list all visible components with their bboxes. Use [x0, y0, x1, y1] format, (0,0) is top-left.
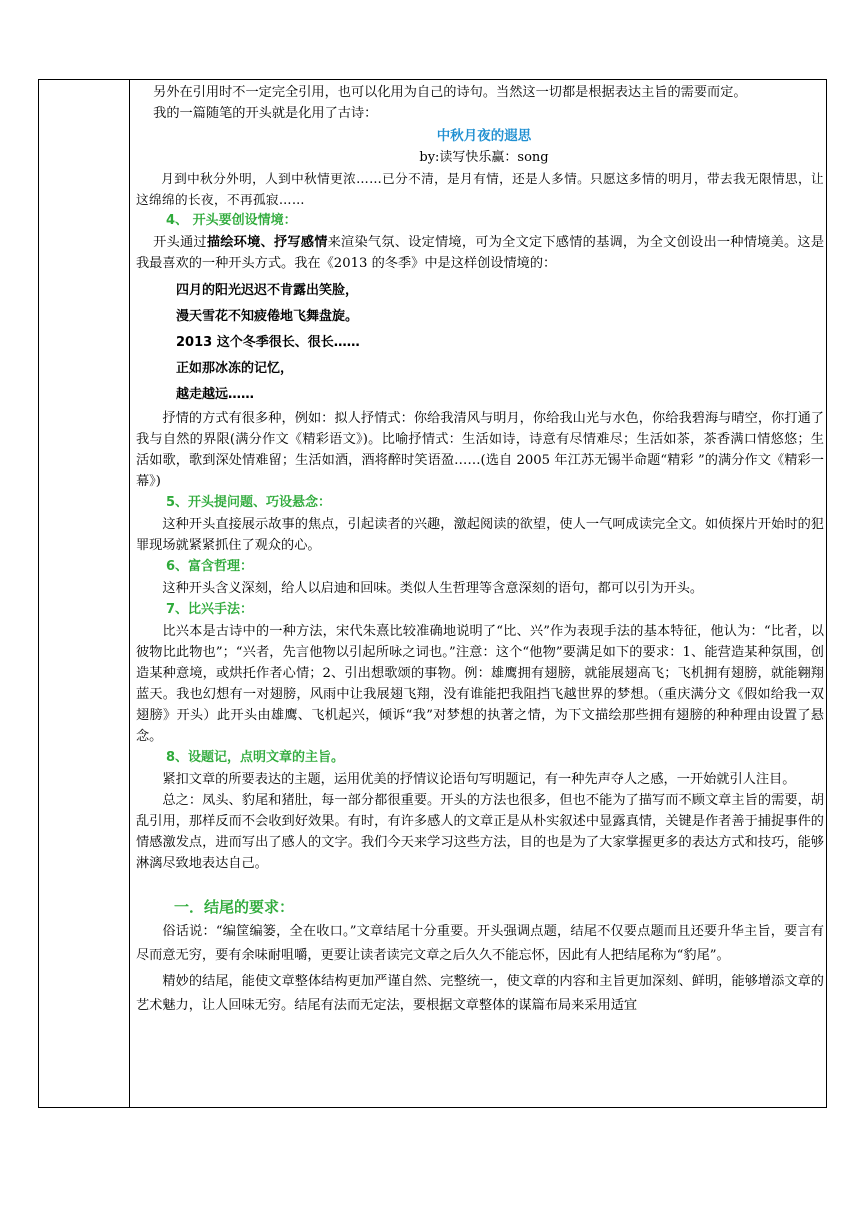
text-run: 开头通过: [153, 235, 207, 250]
poem-line: 正如那冰冻的记忆，: [176, 361, 294, 376]
section-heading: 8、设题记，点明文章的主旨。: [166, 750, 345, 765]
table-column-divider: [129, 79, 130, 1108]
text-run: 来渲染气氛、设定情境，可为全文定下感情的基调，为全文创设出一种情境美。这是我最喜欢的一种开头方式。我在《2013 的冬季》中是这样创设情境的：: [136, 235, 825, 271]
section-heading: 4、 开头要创设情境：: [166, 213, 297, 228]
poem-line: 漫天雪花不知疲倦地飞舞盘旋。: [176, 309, 359, 324]
paragraph: 我的一篇随笔的开头就是化用了古诗：: [153, 106, 378, 121]
paragraph: 精妙的结尾，能使文章整体结构更加严谨自然、完整统一，使文章的内容和主旨更加深刻、鲜明，能够增添文章的艺术魅力，让人回味无穷。结尾有法而无定法，要根据文章整体的谋篇布局来采用适宜: [136, 974, 824, 1013]
paragraph: 紧扣文章的所要表达的主题，运用优美的抒情议论语句写明题记，有一种先声夺人之感，一开始就引人注目。: [162, 772, 796, 787]
poem-line: 越走越远……: [176, 387, 255, 402]
document-content: [136, 82, 824, 1018]
paragraph: 俗话说：“编筐编篓，全在收口。”文章结尾十分重要。开头强调点题，结尾不仅要点题而且还要升华主旨，要言有尽而意无穷，要有余味耐咀嚼，更要让读者读完文章之后久久不能忘怀，因此有人把结尾称为“豹尾”。: [136, 924, 824, 963]
section-heading: 7、比兴手法：: [166, 602, 254, 617]
section-heading: 6、富含哲理：: [166, 559, 254, 574]
paragraph: 总之：凤头、豹尾和猪肚，每一部分都很重要。开头的方法也很多，但也不能为了描写而不顾文章主旨的需要，胡乱引用，那样反而不会收到好效果。有时，有许多感人的文章正是从朴实叙述中显露真情，关键是作者善于捕捉事件的情感激发点，进而写出了感人的文字。我们今天来学习这些方法，目的也是为了大家掌握更多的表达方式和技巧，能够淋漓尽致地表达自己。: [136, 793, 824, 871]
main-heading: 一．结尾的要求：: [174, 898, 295, 916]
paragraph: 另外在引用时不一定完全引用，也可以化用为自己的诗句。当然这一切都是根据表达主旨的需要而定。: [153, 85, 747, 100]
poem-line: 四月的阳光迟迟不肯露出笑脸，: [176, 283, 359, 298]
paragraph: [136, 232, 824, 274]
paragraph: 这种开头含义深刻，给人以启迪和回味。类似人生哲理等含意深刻的语句，都可以引为开头。: [162, 581, 704, 596]
paragraph: 比兴本是古诗中的一种方法，宋代朱熹比较准确地说明了“比、兴”作为表现手法的基本特征，他认为：“比者，以彼物比此物也”；“兴者，先言他物以引起所咏之词也。”注意：这个“他物”要满足如下的要求：1、能营造某种氛围，创造某种意境，或烘托作者心情；2、引出想歌颂的事物。例：雄鹰拥有翅膀，就能展翅高飞；飞机拥有翅膀，就能翱翔蓝天。我也幻想有一对翅膀，风雨中让我展翅飞翔，没有谁能把我阻挡飞越世界的梦想。（重庆满分文《假如给我一双翅膀》开头）此开头由雄鹰、飞机起兴，倾诉“我”对梦想的执著之情，为下文描绘那些拥有翅膀的种种理由设置了悬念。: [136, 624, 824, 744]
section-heading: 5、开头提问题、巧设悬念：: [166, 495, 332, 510]
emphasis-text: 描绘环境、抒写感情: [206, 235, 328, 250]
essay-excerpt: 月到中秋分外明，人到中秋情更浓……已分不清，是月有情，还是人多情。只愿这多情的明月，带去我无限情思，让这绵绵的长夜，不再孤寂……: [136, 171, 824, 207]
essay-byline: by:读写快乐赢：song: [419, 150, 549, 165]
poem-line: 2013 这个冬季很长、很长……: [176, 335, 360, 350]
essay-title: 中秋月夜的遐思: [436, 128, 532, 144]
paragraph: 这种开头直接展示故事的焦点，引起读者的兴趣，激起阅读的欲望，使人一气呵成读完全文。如侦探片开始时的犯罪现场就紧紧抓住了观众的心。: [136, 517, 824, 553]
paragraph: 抒情的方式有很多种，例如：拟人抒情式：你给我清风与明月，你给我山光与水色，你给我碧海与晴空，你打通了我与自然的界限(满分作文《精彩语文》)。比喻抒情式：生活如诗，诗意有尽情难尽；生活如茶，茶香满口情悠悠；生活如歌，歌到深处情难留；生活如酒，酒将醉时笑语盈……(选自 2005 年江苏无锡半命题“精彩 ”的满分作文《精彩一幕》): [136, 411, 824, 489]
